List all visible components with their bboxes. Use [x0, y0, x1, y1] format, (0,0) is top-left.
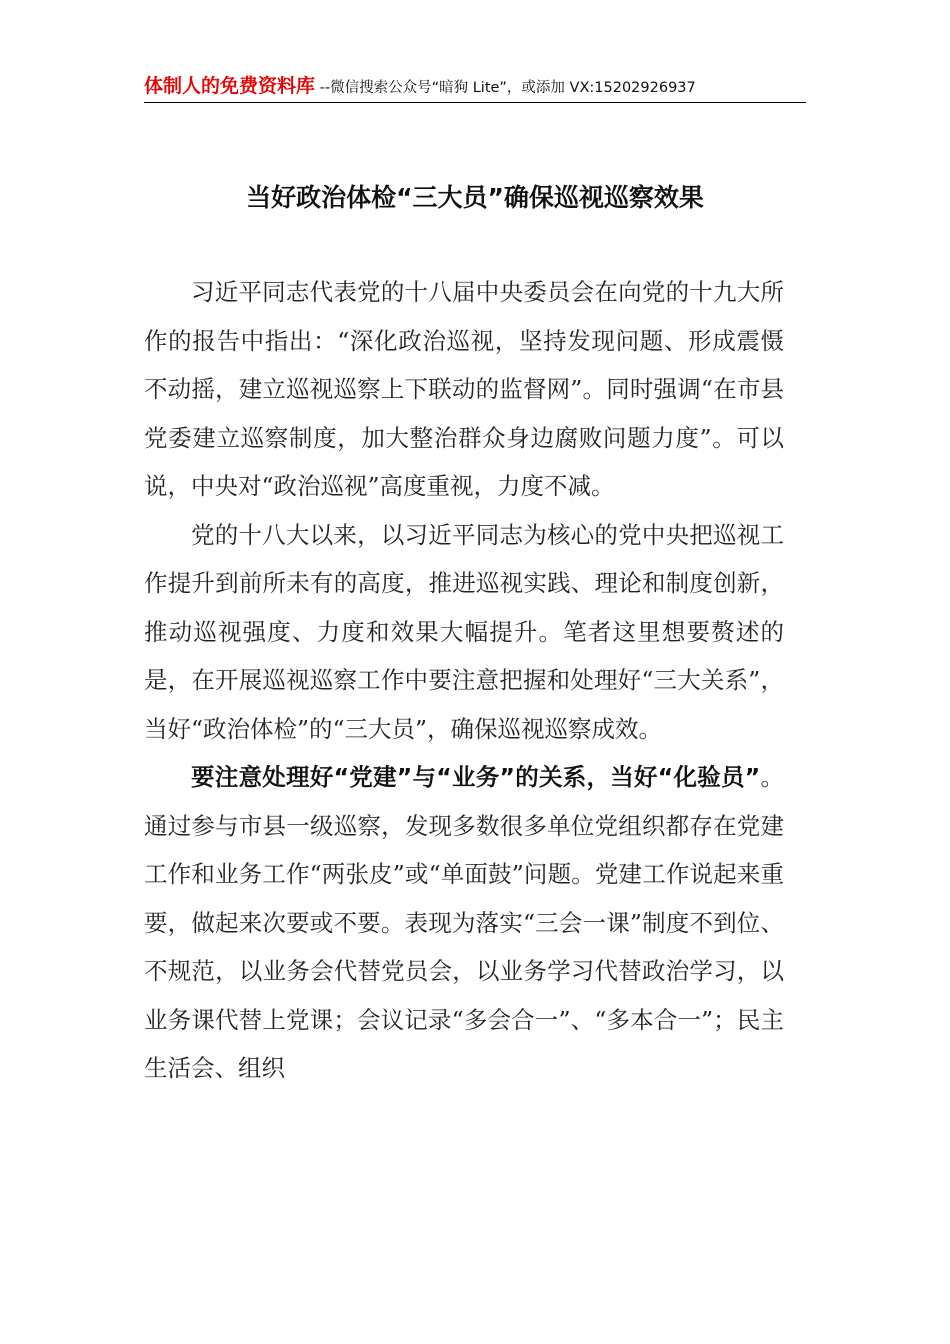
paragraph-text: 习近平同志代表党的十八届中央委员会在向党的十九大所作的报告中指出：“深化政治巡视，坚持发现问题、形成震慑不动摇，建立巡视巡察上下联动的监督网”。同时强调“在市县党委建立巡察制度，加大整治群众身边腐败问题力度”。可以说，中央对“政治巡视”高度重视，力度不减。 — [144, 278, 784, 500]
page-header — [144, 72, 806, 103]
paragraph — [144, 753, 784, 1093]
paragraph-text: 。通过参与市县一级巡察，发现多数很多单位党组织都存在党建工作和业务工作“两张皮”或“单面鼓”问题。党建工作说起来重要，做起来次要或不要。表现为落实“三会一课”制度不到位、不规范，以业务会代替党员会，以业务学习代替政治学习，以业务课代替上党课；会议记录“多会合一”、“多本合一”；民主生活会、组织 — [144, 763, 784, 1082]
paragraph-lead: 要注意处理好“党建”与“业务”的关系，当好“化验员” — [191, 763, 761, 791]
document-body — [144, 268, 784, 1093]
document-title: 当好政治体检“三大员”确保巡视巡察效果 — [246, 183, 704, 212]
header-brand: 体制人的免费资料库 — [144, 75, 316, 97]
header-note: --微信搜索公众号“暗狗 Lite”，或添加 VX:15202926937 — [315, 80, 696, 96]
paragraph — [144, 511, 784, 754]
paragraph-text: 党的十八大以来，以习近平同志为核心的党中央把巡视工作提升到前所未有的高度，推进巡视实践、理论和制度创新，推动巡视强度、力度和效果大幅提升。笔者这里想要赘述的是，在开展巡视巡察工作中要注意把握和处理好“三大关系”，当好“政治体检”的“三大员”，确保巡视巡察成效。 — [144, 520, 784, 743]
paragraph — [144, 268, 784, 511]
